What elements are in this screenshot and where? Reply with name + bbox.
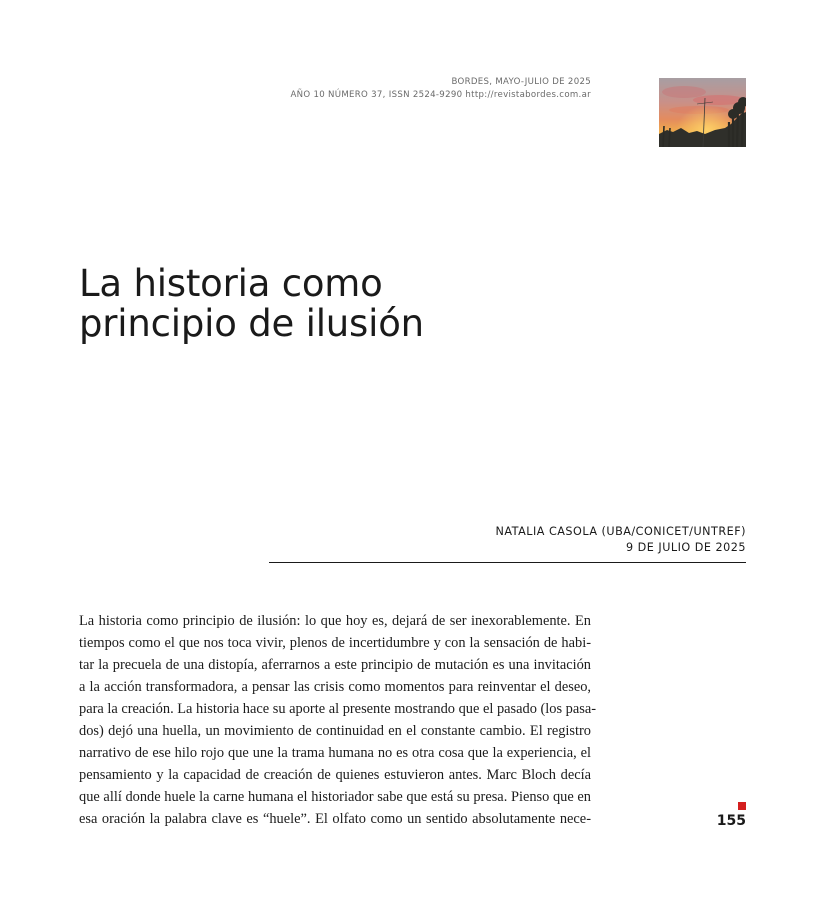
body-line: esa oración la palabra clave es “huele”. El olfato como un sentido absolutamente nece-	[79, 811, 591, 827]
body-line: que allí donde huele la carne humana el historiador sabe que está su presa. Pienso que en	[79, 789, 591, 805]
body-line: tiempos como el que nos toca vivir, plenos de incertidumbre y con la sensación de habi-	[79, 635, 591, 651]
article-body	[79, 610, 597, 830]
body-line: dos) dejó una huella, un movimiento de continuidad en el constante cambio. El registro	[79, 723, 591, 739]
journal-header	[290, 76, 591, 102]
author-name: NATALIA CASOLA (UBA/CONICET/UNTREF)	[495, 525, 746, 538]
article-title	[79, 264, 639, 344]
body-line: La historia como principio de ilusión: lo que hoy es, dejará de ser inexorablemente. En	[79, 613, 591, 629]
page-accent-square	[738, 802, 746, 810]
body-line: tar la precuela de una distopía, aferrarnos a este principio de mutación es una invitación	[79, 657, 591, 673]
article-byline	[495, 524, 746, 556]
page-number: 155	[716, 813, 746, 829]
body-line: para la creación. La historia hace su aporte al presente mostrando que el pasado (los pasa-	[79, 701, 597, 717]
body-line: narrativo de ese hilo rojo que une la trama humana no es otra cosa que la experiencia, el	[79, 745, 591, 761]
byline-divider	[269, 562, 746, 563]
body-line: a la acción transformadora, a pensar las crisis como momentos para reinventar el deseo,	[79, 679, 591, 695]
journal-issue-date: BORDES, MAYO-JULIO DE 2025	[451, 77, 591, 87]
article-title-line-1: La historia como	[79, 262, 383, 305]
journal-issn-url: AÑO 10 NÚMERO 37, ISSN 2524-9290 http://revistabordes.com.ar	[290, 90, 591, 100]
publication-date: 9 DE JULIO DE 2025	[625, 541, 746, 554]
body-line: pensamiento y la capacidad de creación de quienes estuvieron antes. Marc Bloch decía	[79, 767, 591, 783]
sunset-photo-icon	[659, 78, 746, 147]
article-title-line-2: principio de ilusión	[79, 302, 424, 345]
